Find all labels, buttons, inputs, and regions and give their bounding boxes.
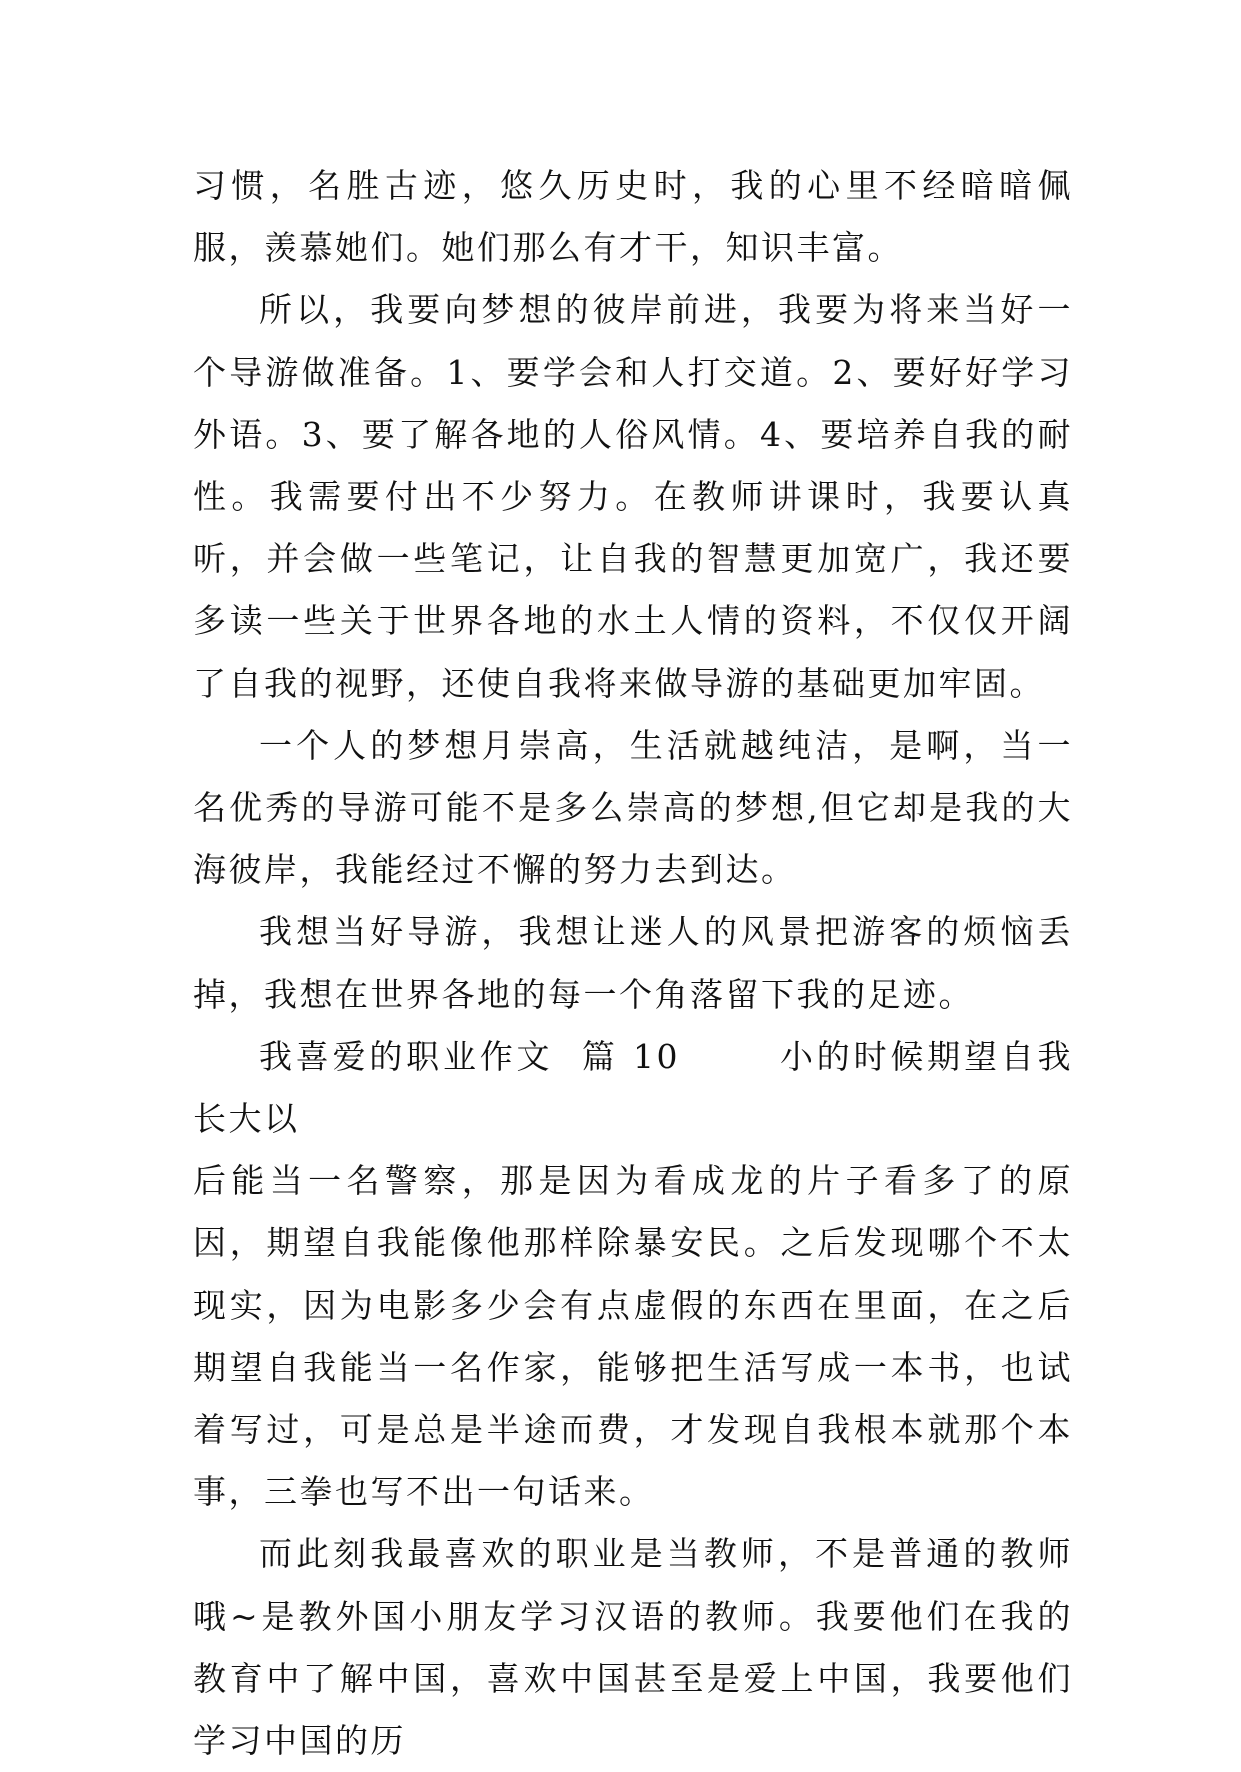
paragraph-teacher: 而此刻我最喜欢的职业是当教师，不是普通的教师哦~是教外国小朋友学习汉语的教师。我要他们在我的教育中了解中国，喜欢中国甚至是爱上中国，我要他们学习中国的历 (193, 1534, 1073, 1761)
section-lead-text: 小的时候期望自我长大以 (193, 1036, 1074, 1139)
paragraph-dream: 一个人的梦想月崇高，生活就越纯洁，是啊，当一名优秀的导游可能不是多么崇高的梦想,但它却是我的大海彼岸，我能经过不懈的努力去到达。 (193, 725, 1073, 890)
paragraph-continued: 习惯，名胜古迹，悠久历史时，我的心里不经暗暗佩服，羡慕她们。她们那么有才干，知识丰富。 (193, 166, 1073, 268)
paragraph-childhood: 后能当一名警察，那是因为看成龙的片子看多了的原因，期望自我能像他那样除暴安民。之后发现哪个不太现实，因为电影多少会有点虚假的东西在里面，在之后期望自我能当一名作家，能够把生活写成一本书，也试着写过，可是总是半途而费，才发现自我根本就那个本事，三拳也写不出一句话来。 (193, 1161, 1073, 1512)
section-heading-line (193, 1026, 1073, 1150)
section-title: 我喜爱的职业作文 (259, 1036, 554, 1076)
paragraph-preparation: 所以，我要向梦想的彼岸前进，我要为将来当好一个导游做准备。1、要学会和人打交道。2、要好好学习外语。3、要了解各地的人俗风情。4、要培养自我的耐性。我需要付出不少努力。在教师讲课时，我要认真听，并会做一些笔记，让自我的智慧更加宽广，我还要多读一些关于世界各地的水土人情的资料，不仅仅开阔了自我的视野，还使自我将来做导游的基础更加牢固。 (193, 290, 1073, 703)
paragraph-tour-guide: 我想当好导游，我想让迷人的风景把游客的烦恼丢掉，我想在世界各地的每一个角落留下我的足迹。 (193, 912, 1073, 1014)
section-number: 篇 10 (581, 1036, 680, 1076)
document-body (193, 155, 1073, 1772)
